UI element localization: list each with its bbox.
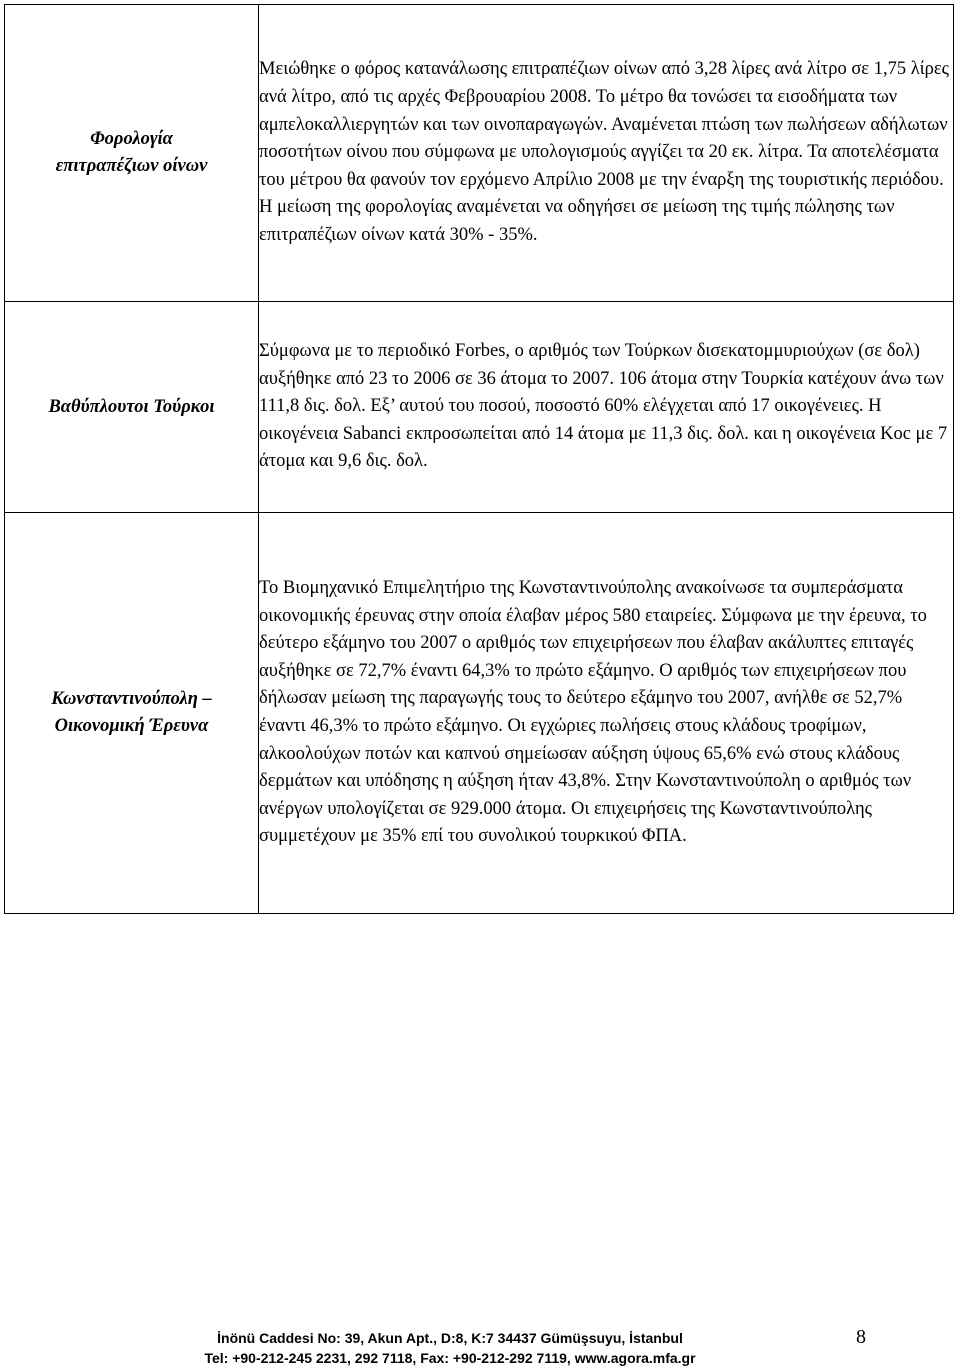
- topic-title-line: Βαθύπλουτοι Τούρκοι: [48, 396, 215, 417]
- footer-contact: Tel: +90-212-245 2231, 292 7118, Fax: +90-212-292 7119, www.agora.mfa.gr: [204, 1350, 696, 1366]
- table-row: [5, 513, 954, 914]
- body-cell: [259, 513, 954, 914]
- body-text: Μειώθηκε ο φόρος κατανάλωσης επιτραπέζιων οίνων από 3,28 λίρες ανά λίτρο σε 1,75 λίρες ανά λίτρο, από τις αρχές Φεβρουαρίου 2008. Το μέτρο θα τονώσει τα εισοδήματα των αμπελοκαλλιεργητών και των οινοπαραγωγών. Αναμένεται πτώση των πωλήσεων αδήλωτων ποσοτήτων οίνου που σύμφωνα με υπολογισμούς αγγίζει τα 20 εκ. λίτρα. Τα αποτελέσματα του μέτρου θα φανούν τον ερχόμενο Απρίλιο 2008 με την έναρξη της τουριστικής περιόδου. Η μείωση της φορολογίας αναμένεται να οδηγήσει σε μείωση της τιμής πώλησης των επιτραπέζιων οίνων κατά 30% - 35%.: [259, 59, 949, 245]
- footer-address: İnönü Caddesi No: 39, Akun Apt., D:8, K:7 34437 Gümüşsuyu, İstanbul: [217, 1330, 683, 1346]
- topic-title-line: επιτραπέζιων οίνων: [55, 156, 208, 176]
- body-cell: [259, 302, 954, 513]
- page-number: 8: [856, 1326, 866, 1348]
- topic-cell: [5, 302, 259, 513]
- topic-title-line: Οικονομική Έρευνα: [54, 716, 209, 736]
- topic-cell: [5, 5, 259, 302]
- body-text: Το Βιομηχανικό Επιμελητήριο της Κωνσταντινούπολης ανακοίνωσε τα συμπεράσματα οικονομικής έρευνας στην οποία έλαβαν μέρος 580 εταιρείες. Σύμφωνα με την έρευνα, το δεύτερο εξάμηνο του 2007 ο αριθμός των επιχειρήσεων που έλαβαν ακάλυπτες επιταγές αυξήθηκε σε 72,7% έναντι 64,3% το πρώτο εξάμηνο. Ο αριθμός των επιχειρήσεων που δήλωσαν μείωση της παραγωγής τους το δεύτερο εξάμηνο του 2007, ανήλθε σε 52,7% έναντι 46,3% το πρώτο εξάμηνο. Οι εγχώριες πωλήσεις στους κλάδους τροφίμων, αλκοολούχων ποτών και καπνού σημείωσαν αύξηση ύψους 65,6% ενώ στους κλάδους δερμάτων και υπόδησης η αύξηση ήταν 43,8%. Στην Κωνσταντινούπολη ο αριθμός των ανέργων υπολογίζεται σε 929.000 άτομα. Οι επιχειρήσεις της Κωνσταντινούπολης συμμετέχουν με 35% επί του συνολικού τουρκικού ΦΠΑ.: [259, 578, 927, 847]
- table-row: [5, 5, 954, 302]
- topic-title-line: Φορολογία: [90, 129, 173, 149]
- topic-cell: [5, 513, 259, 914]
- table-row: [5, 302, 954, 513]
- body-cell: [259, 5, 954, 302]
- topic-title-line: Κωνσταντινούπολη –: [51, 689, 212, 709]
- body-text: Σύμφωνα με το περιοδικό Forbes, ο αριθμός των Τούρκων δισεκατομμυριούχων (σε δολ) αυξήθηκε από 23 το 2006 σε 36 άτομα το 2007. 106 άτομα στην Τουρκία κατέχουν άνω των 111,8 δις. δολ. Εξ’ αυτού του ποσού, ποσοστό 60% ελέγχεται από 17 οικογένειες. Η οικογένεια Sabanci εκπροσωπείται από 14 άτομα με 11,3 δις. δολ. και η οικογένεια Koc με 7 άτομα και 9,6 δις. δολ.: [259, 341, 948, 472]
- footer-contact-block: [0, 1328, 900, 1368]
- news-table: [4, 4, 954, 914]
- page-footer: [0, 1324, 960, 1369]
